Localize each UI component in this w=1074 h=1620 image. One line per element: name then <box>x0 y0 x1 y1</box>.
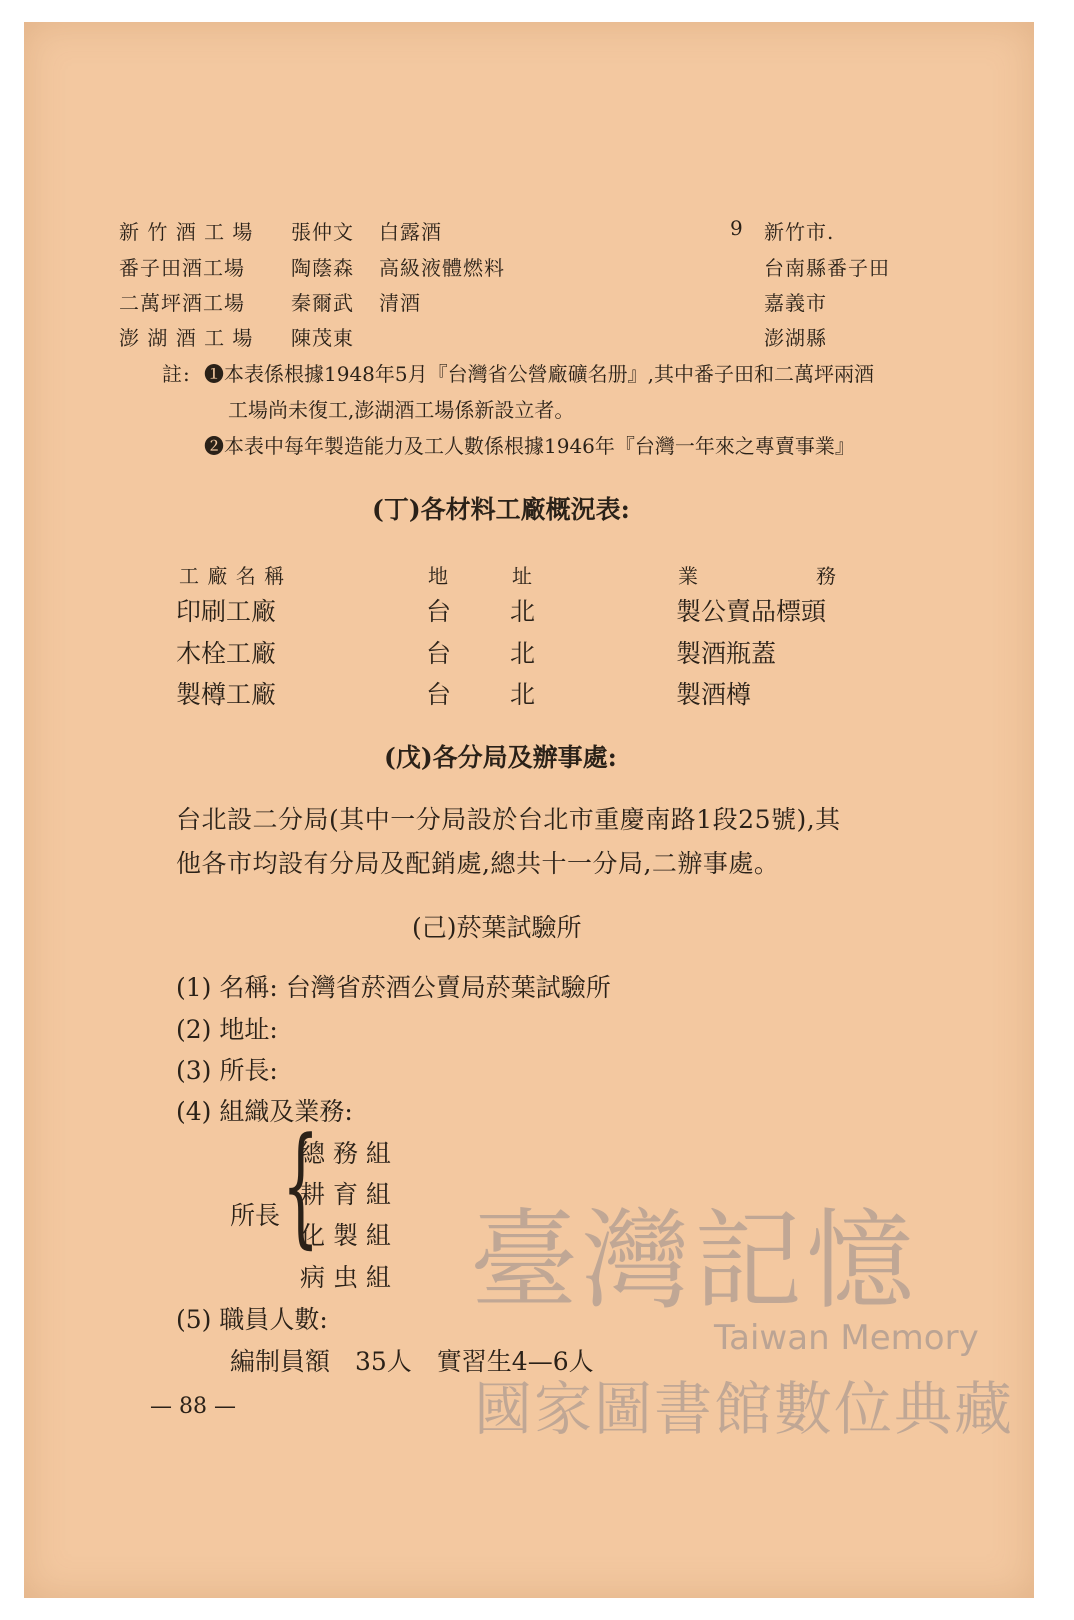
ding-row-1-name: 印刷工廠 <box>176 597 277 626</box>
ding-row-2-addr-2: 北 <box>510 639 536 668</box>
org-unit-3: 化 製 組 <box>300 1221 391 1250</box>
org-brace: { <box>282 1109 320 1261</box>
watermark-logo-en: Taiwan Memory <box>714 1318 979 1358</box>
ding-header-name: 工 廠 名 稱 <box>179 564 286 588</box>
factory-row-3-name: 二萬坪酒工場 <box>119 291 245 315</box>
factory-row-2-person: 陶蔭森 <box>291 256 354 280</box>
note-1-line-1: ❶本表係根據1948年5月『台灣省公營廠礦名册』,其中番子田和二萬坪兩酒 <box>204 362 874 386</box>
scanned-page <box>24 22 1034 1598</box>
ding-row-3-addr-1: 台 <box>426 680 452 709</box>
org-unit-4: 病 虫 組 <box>300 1263 391 1292</box>
ding-row-1-biz: 製公賣品標頭 <box>676 597 827 626</box>
factory-row-4-location: 澎湖縣 <box>764 326 827 350</box>
ding-row-3-biz: 製酒樽 <box>676 680 752 709</box>
note-1-line-2: 工場尚未復工,澎湖酒工場係新設立者。 <box>228 398 575 422</box>
factory-row-3-location: 嘉義市 <box>764 291 827 315</box>
note-2: ❷本表中每年製造能力及工人數係根據1946年『台灣一年來之專賣事業』 <box>204 434 855 458</box>
ding-row-3-addr-2: 北 <box>510 680 536 709</box>
ji-item-5: (5) 職員人數: <box>176 1305 328 1334</box>
section-wu-line-1: 台北設二分局(其中一分局設於台北市重慶南路1段25號),其 <box>176 805 841 834</box>
factory-row-1-location: 新竹市. <box>764 220 835 244</box>
factory-row-3-product: 清酒 <box>379 291 421 315</box>
ji-item-4: (4) 組織及業務: <box>176 1097 353 1126</box>
ji-item-1: (1) 名稱: 台灣省菸酒公賣局菸葉試驗所 <box>176 973 611 1002</box>
ding-row-2-name: 木栓工廠 <box>176 639 277 668</box>
section-ding-title: (丁)各材料工廠概況表: <box>372 495 630 524</box>
factory-row-1-capacity: 9 <box>730 216 744 240</box>
watermark-library: 國家圖書館數位典藏 <box>474 1375 1015 1443</box>
factory-row-2-location: 台南縣番子田 <box>764 256 890 280</box>
factory-row-1-person: 張仲文 <box>291 220 354 244</box>
ding-row-1-addr-1: 台 <box>426 597 452 626</box>
ding-header-biz-2: 務 <box>816 564 837 588</box>
org-head: 所長 <box>230 1201 281 1230</box>
org-unit-2: 耕 育 組 <box>300 1180 391 1209</box>
section-wu-title: (戊)各分局及辦事處: <box>384 743 617 772</box>
factory-row-2-name: 番子田酒工場 <box>119 256 245 280</box>
org-unit-1: 總 務 組 <box>300 1139 391 1168</box>
factory-row-4-name: 澎 湖 酒 工 場 <box>119 326 254 350</box>
factory-row-1-name: 新 竹 酒 工 場 <box>119 220 254 244</box>
staff-count: 編制員額 35人 實習生4—6人 <box>230 1347 594 1376</box>
ding-header-addr-2: 址 <box>512 564 533 588</box>
ding-header-biz-1: 業 <box>678 564 699 588</box>
ding-row-3-name: 製樽工廠 <box>176 680 277 709</box>
ding-header-addr-1: 地 <box>428 564 449 588</box>
page-number: — 88 — <box>150 1394 236 1419</box>
section-ji-title: (己)菸葉試驗所 <box>412 913 582 942</box>
ji-item-2: (2) 地址: <box>176 1015 278 1044</box>
factory-row-1-product: 白露酒 <box>379 220 442 244</box>
watermark-logo-cn: 臺灣記憶 <box>470 1199 919 1324</box>
factory-row-3-person: 秦爾武 <box>291 291 354 315</box>
ding-row-1-addr-2: 北 <box>510 597 536 626</box>
section-wu-line-2: 他各市均設有分局及配銷處,總共十一分局,二辦事處。 <box>176 849 780 878</box>
ji-item-3: (3) 所長: <box>176 1056 278 1085</box>
factory-row-2-product: 高級液體燃料 <box>379 256 505 280</box>
factory-row-4-person: 陳茂東 <box>291 326 354 350</box>
ding-row-2-biz: 製酒瓶蓋 <box>676 639 777 668</box>
ding-row-2-addr-1: 台 <box>426 639 452 668</box>
notes-prefix: 註: <box>162 362 191 386</box>
